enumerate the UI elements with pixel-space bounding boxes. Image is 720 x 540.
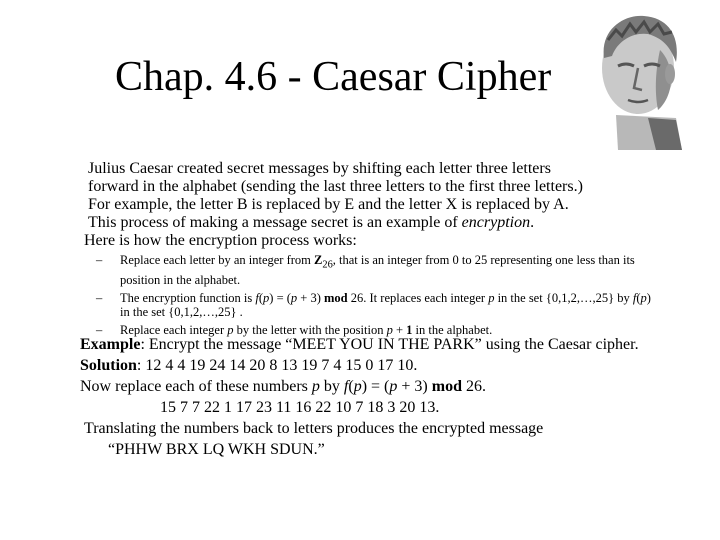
list-text: f xyxy=(255,290,259,305)
list-text: ( xyxy=(258,290,264,305)
list-text: 1 xyxy=(406,322,413,337)
list-text: in the set {0,1,2,…,25} by xyxy=(494,290,633,305)
intro-text: This process of making a message secret is an example of xyxy=(88,214,462,231)
solution-line xyxy=(80,357,680,375)
how-heading: Here is how the encryption process works: xyxy=(84,232,357,249)
intro-paragraph xyxy=(88,160,688,232)
solution-label: Solution xyxy=(80,357,137,374)
caesar-portrait-image xyxy=(578,10,696,150)
replace-text: p xyxy=(311,378,320,395)
replace-text: ) = ( xyxy=(361,378,390,395)
intro-line xyxy=(88,214,688,232)
list-text: + 3) xyxy=(297,290,325,305)
shifted-numbers: 15 7 7 22 1 17 23 11 16 22 10 7 18 3 20 13. xyxy=(160,399,440,416)
list-text: p xyxy=(290,290,298,305)
list-text: ( xyxy=(636,290,641,305)
replace-text: + 3) xyxy=(397,378,432,395)
list-text: p xyxy=(640,290,647,305)
list-text: p xyxy=(386,322,393,337)
list-text: Z xyxy=(314,253,323,267)
example-block xyxy=(80,336,680,462)
list-item xyxy=(96,253,656,287)
replace-text: f xyxy=(343,378,349,395)
process-list xyxy=(96,253,656,341)
intro-line: For example, the letter B is replaced by E and the letter X is replaced by A. xyxy=(88,196,569,213)
list-text: p xyxy=(488,290,495,305)
dash-bullet: – xyxy=(96,290,103,305)
solution-text: : 12 4 4 19 24 14 20 8 13 19 7 4 15 0 17 10. xyxy=(136,357,418,374)
dash-bullet: – xyxy=(96,322,103,337)
page-title: Chap. 4.6 - Caesar Cipher xyxy=(115,54,552,100)
list-text: p xyxy=(227,322,234,337)
replace-line xyxy=(80,378,680,396)
list-text: by the letter with the position xyxy=(233,322,387,337)
replace-text: Now replace each of these numbers xyxy=(80,378,312,395)
translate-line: Translating the numbers back to letters produces the encrypted message xyxy=(84,420,544,437)
list-text: 26. It replaces each integer xyxy=(347,290,489,305)
list-text: ) in the set {0,1,2,…,25} . xyxy=(120,290,651,319)
list-text: Replace each integer xyxy=(120,322,228,337)
list-text: mod xyxy=(324,290,348,305)
list-text: ) = ( xyxy=(269,290,291,305)
list-text: p xyxy=(263,290,270,305)
intro-line: Julius Caesar created secret messages by shifting each letter three letters xyxy=(88,160,551,177)
dash-bullet: – xyxy=(96,253,103,267)
replace-text: ( xyxy=(348,378,354,395)
list-item xyxy=(96,323,656,337)
list-text: in the alphabet. xyxy=(412,322,493,337)
list-text: , that is an integer from 0 to 25 representing one less than its position in the alphabet. xyxy=(120,253,635,287)
list-text: f xyxy=(632,290,637,305)
replace-text: p xyxy=(353,378,362,395)
list-text: 26 xyxy=(322,259,333,271)
list-text: Replace each letter by an integer from xyxy=(120,253,315,267)
list-text: The encryption function is xyxy=(120,290,256,305)
replace-text: p xyxy=(389,378,398,395)
example-line xyxy=(80,336,680,354)
example-text: : Encrypt the message “MEET YOU IN THE PARK” using the Caesar cipher. xyxy=(140,336,639,353)
replace-text: 26. xyxy=(461,378,486,395)
intro-emphasis: encryption xyxy=(461,214,531,231)
replace-text: mod xyxy=(431,378,462,395)
list-item xyxy=(96,291,656,319)
list-text: + xyxy=(392,322,407,337)
example-label: Example xyxy=(80,336,141,353)
intro-text: . xyxy=(530,214,535,231)
intro-line: forward in the alphabet (sending the last three letters to the first three letters.) xyxy=(88,178,583,195)
encrypted-message: “PHHW BRX LQ WKH SDUN.” xyxy=(108,441,325,458)
replace-text: by xyxy=(319,378,344,395)
